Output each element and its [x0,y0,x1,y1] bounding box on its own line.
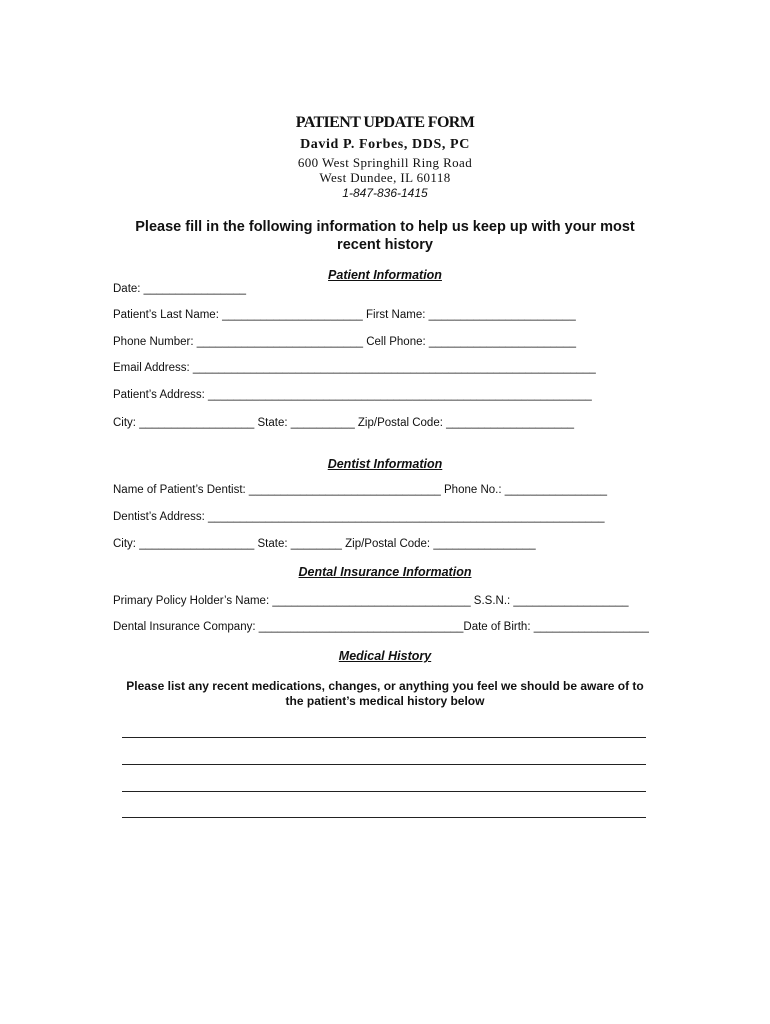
dentist-address-field[interactable]: Dentist’s Address: ______________________________________________________________ [113,511,605,523]
insurance-info-heading: Dental Insurance Information [298,565,472,579]
practice-name: David P. Forbes, DDS, PC [300,137,470,152]
dentist-name-phone-fields[interactable]: Name of Patient’s Dentist: ______________________________ Phone No.: ________________ [113,484,608,496]
medical-history-heading: Medical History [338,649,432,663]
patient-info-heading: Patient Information [328,268,442,282]
patient-phone-fields[interactable]: Phone Number: __________________________ Cell Phone: _______________________ [113,336,576,348]
dentist-info-heading: Dentist Information [327,457,443,471]
date-field[interactable]: Date: ________________ [113,283,247,295]
email-field[interactable]: Email Address: _______________________________________________________________ [113,362,596,374]
medical-history-line-4[interactable] [122,817,646,818]
practice-address-line1: 600 West Springhill Ring Road [297,155,473,170]
insurance-company-dob-fields[interactable]: Dental Insurance Company: ________________________________Date of Birth: __________________ [113,621,649,633]
medical-prompt-line2: the patient’s medical history below [285,694,485,708]
medical-history-line-2[interactable] [122,764,646,765]
medical-history-line-1[interactable] [122,737,646,738]
patient-city-state-zip-fields[interactable]: City: __________________ State: __________ Zip/Postal Code: ____________________ [113,417,575,429]
instructions-line2: recent history [337,237,433,253]
form-title: PATIENT UPDATE FORM [295,114,475,131]
patient-name-fields[interactable]: Patient’s Last Name: ______________________ First Name: _______________________ [113,309,576,321]
medical-prompt-line1: Please list any recent medications, changes, or anything you feel we should be aware of to [126,679,644,693]
practice-phone: 1-847-836-1415 [342,186,428,200]
medical-history-line-3[interactable] [122,791,646,792]
practice-address-line2: West Dundee, IL 60118 [319,170,451,185]
dentist-city-state-zip-fields[interactable]: City: __________________ State: ________ Zip/Postal Code: ________________ [113,538,536,550]
policy-holder-ssn-fields[interactable]: Primary Policy Holder’s Name: _______________________________ S.S.N.: __________________ [113,595,629,607]
instructions-line1: Please fill in the following information to help us keep up with your most [135,219,635,235]
patient-address-field[interactable]: Patient’s Address: ____________________________________________________________ [113,389,592,401]
